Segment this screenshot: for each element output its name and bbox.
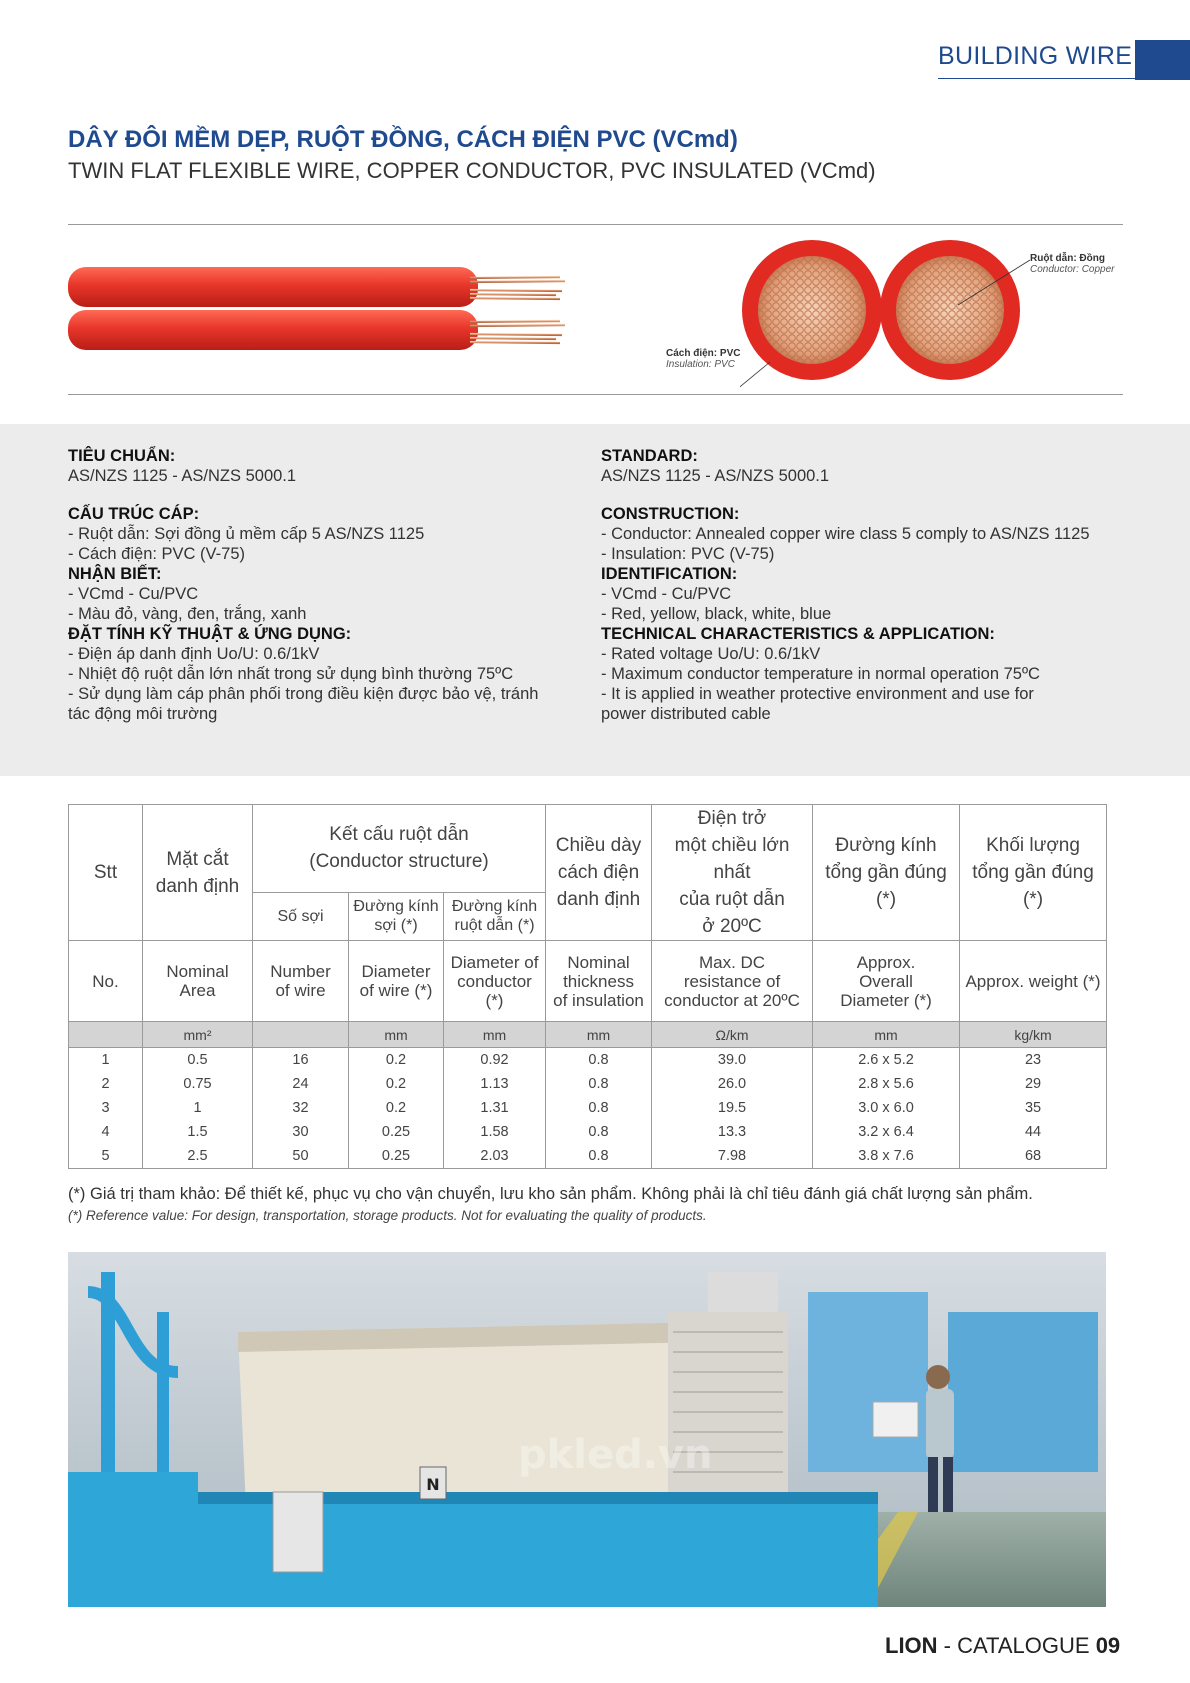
cell-resistance: 19.5 bbox=[652, 1096, 813, 1120]
cell-num-wire: 30 bbox=[253, 1120, 349, 1144]
table-row bbox=[69, 1072, 1107, 1096]
conductor-label-en: Conductor: Copper bbox=[1030, 264, 1115, 275]
construction-line: - Conductor: Annealed copper wire class 5 comply to AS/NZS 1125 bbox=[601, 525, 1090, 543]
unit-cell: mm² bbox=[143, 1022, 253, 1048]
th-insulation-en: Nominal thickness of insulation bbox=[546, 941, 652, 1022]
standard-value-vi: AS/NZS 1125 - AS/NZS 5000.1 bbox=[68, 467, 297, 485]
th-num-wire-vi: Số sợi bbox=[253, 892, 349, 941]
section-accent-block bbox=[1135, 40, 1190, 80]
footer-separator: - bbox=[937, 1633, 958, 1658]
cell-insulation: 0.8 bbox=[546, 1048, 652, 1073]
th-wire-dia-en: Diameter of wire (*) bbox=[349, 941, 444, 1022]
identification-line: - Màu đỏ, vàng, đen, trắng, xanh bbox=[68, 605, 307, 623]
spec-column-en bbox=[601, 446, 1141, 724]
technical-line: - Maximum conductor temperature in normal operation 75ºC bbox=[601, 665, 1040, 683]
technical-line: power distributed cable bbox=[601, 705, 771, 723]
technical-line: - Sử dụng làm cáp phân phối trong điều kiện được bảo vệ, tránh bbox=[68, 685, 539, 703]
cell-wire-dia: 0.2 bbox=[349, 1048, 444, 1073]
technical-line: - Điện áp danh định Uo/U: 0.6/1kV bbox=[68, 645, 320, 663]
standard-value-en: AS/NZS 1125 - AS/NZS 5000.1 bbox=[601, 467, 830, 485]
unit-cell bbox=[253, 1022, 349, 1048]
cell-insulation: 0.8 bbox=[546, 1144, 652, 1169]
th-cond-dia-en: Diameter of conductor (*) bbox=[444, 941, 546, 1022]
table-row bbox=[69, 1144, 1107, 1169]
page-footer bbox=[885, 1633, 1120, 1659]
technical-heading-vi: ĐẶT TÍNH KỸ THUẬT & ỨNG DỤNG: bbox=[68, 625, 352, 643]
th-stt: Stt bbox=[69, 805, 143, 941]
unit-cell: mm bbox=[813, 1022, 960, 1048]
th-resistance-en: Max. DC resistance of conductor at 20ºC bbox=[652, 941, 813, 1022]
footer-catalogue: CATALOGUE bbox=[957, 1633, 1090, 1658]
construction-line: - Cách điện: PVC (V-75) bbox=[68, 545, 245, 563]
cell-overall-dia: 2.8 x 5.6 bbox=[813, 1072, 960, 1096]
cell-cond-dia: 1.31 bbox=[444, 1096, 546, 1120]
cell-no: 1 bbox=[69, 1048, 143, 1073]
cell-overall-dia: 3.8 x 7.6 bbox=[813, 1144, 960, 1169]
table-header-vi bbox=[69, 805, 1107, 893]
unit-cell: mm bbox=[444, 1022, 546, 1048]
product-title-en: TWIN FLAT FLEXIBLE WIRE, COPPER CONDUCTOR, PVC INSULATED (VCmd) bbox=[68, 158, 876, 183]
cell-weight: 68 bbox=[960, 1144, 1107, 1169]
th-structure-vi: Kết cấu ruột dẫn (Conductor structure) bbox=[253, 805, 546, 893]
th-wire-dia-vi: Đường kính sợi (*) bbox=[349, 892, 444, 941]
cell-weight: 35 bbox=[960, 1096, 1107, 1120]
footnote-vi: (*) Giá trị tham khảo: Để thiết kế, phục vụ cho vận chuyển, lưu kho sản phẩm. Không phải là chỉ tiêu đánh giá chất lượng sản phẩm. bbox=[68, 1185, 1033, 1203]
identification-heading-en: IDENTIFICATION: bbox=[601, 565, 738, 583]
cell-wire-dia: 0.2 bbox=[349, 1072, 444, 1096]
section-underline bbox=[938, 78, 1138, 79]
cell-no: 5 bbox=[69, 1144, 143, 1169]
cell-resistance: 39.0 bbox=[652, 1048, 813, 1073]
footnote-en: (*) Reference value: For design, transportation, storage products. Not for evaluating the quality of products. bbox=[68, 1208, 707, 1223]
unit-cell: mm bbox=[546, 1022, 652, 1048]
factory-photo bbox=[68, 1252, 1106, 1607]
divider-top bbox=[68, 224, 1123, 225]
factory-scene-illustration bbox=[68, 1252, 1106, 1607]
construction-line: - Ruột dẫn: Sợi đồng ủ mềm cấp 5 AS/NZS 1125 bbox=[68, 525, 425, 543]
construction-line: - Insulation: PVC (V-75) bbox=[601, 545, 775, 563]
cell-insulation: 0.8 bbox=[546, 1096, 652, 1120]
cell-num-wire: 16 bbox=[253, 1048, 349, 1073]
th-area-vi: Mặt cắt danh định bbox=[143, 805, 253, 941]
cell-insulation: 0.8 bbox=[546, 1072, 652, 1096]
page-number: 09 bbox=[1095, 1633, 1121, 1658]
th-area-en: Nominal Area bbox=[143, 941, 253, 1022]
cell-num-wire: 50 bbox=[253, 1144, 349, 1169]
cell-area: 1.5 bbox=[143, 1120, 253, 1144]
technical-line: tác động môi trường bbox=[68, 705, 218, 723]
insulation-label-vi: Cách điện: PVC bbox=[666, 348, 741, 359]
standard-heading-vi: TIÊU CHUẨN: bbox=[68, 447, 176, 465]
cell-cond-dia: 2.03 bbox=[444, 1144, 546, 1169]
footer-brand: LION bbox=[885, 1633, 938, 1658]
cell-num-wire: 32 bbox=[253, 1096, 349, 1120]
technical-line: - Nhiệt độ ruột dẫn lớn nhất trong sử dụng bình thường 75ºC bbox=[68, 665, 514, 683]
specification-panel bbox=[0, 424, 1190, 776]
cell-weight: 44 bbox=[960, 1120, 1107, 1144]
technical-data-table bbox=[68, 804, 1107, 1169]
th-resistance-vi: Điện trở một chiều lớn nhất của ruột dẫn ở 20ºC bbox=[652, 805, 813, 941]
th-num-wire-en: Number of wire bbox=[253, 941, 349, 1022]
cell-weight: 23 bbox=[960, 1048, 1107, 1073]
unit-cell: Ω/km bbox=[652, 1022, 813, 1048]
cell-no: 4 bbox=[69, 1120, 143, 1144]
cell-overall-dia: 3.2 x 6.4 bbox=[813, 1120, 960, 1144]
cell-cond-dia: 1.58 bbox=[444, 1120, 546, 1144]
th-weight-vi: Khối lượng tổng gần đúng (*) bbox=[960, 805, 1107, 941]
th-no: No. bbox=[69, 941, 143, 1022]
insulation-label-en: Insulation: PVC bbox=[666, 359, 735, 370]
cell-resistance: 7.98 bbox=[652, 1144, 813, 1169]
standard-heading-en: STANDARD: bbox=[601, 447, 698, 465]
cell-area: 0.5 bbox=[143, 1048, 253, 1073]
unit-cell bbox=[69, 1022, 143, 1048]
th-weight-en: Approx. weight (*) bbox=[960, 941, 1107, 1022]
cell-wire-dia: 0.25 bbox=[349, 1144, 444, 1169]
divider-bottom bbox=[68, 394, 1123, 395]
technical-heading-en: TECHNICAL CHARACTERISTICS & APPLICATION: bbox=[601, 625, 995, 643]
table-row bbox=[69, 1120, 1107, 1144]
wire-cross-section-illustration bbox=[740, 230, 1030, 390]
table-units-row bbox=[69, 1022, 1107, 1048]
cell-cond-dia: 0.92 bbox=[444, 1048, 546, 1073]
watermark-text: pkled.vn bbox=[518, 1432, 713, 1478]
cell-insulation: 0.8 bbox=[546, 1120, 652, 1144]
insulation-callout bbox=[666, 348, 740, 370]
table-row bbox=[69, 1048, 1107, 1073]
conductor-callout bbox=[1030, 253, 1115, 275]
th-cond-dia-vi: Đường kính ruột dẫn (*) bbox=[444, 892, 546, 941]
construction-heading-vi: CẤU TRÚC CÁP: bbox=[68, 505, 200, 523]
cell-wire-dia: 0.25 bbox=[349, 1120, 444, 1144]
technical-line: - It is applied in weather protective environment and use for bbox=[601, 685, 1034, 703]
th-overall-dia-en: Approx. Overall Diameter (*) bbox=[813, 941, 960, 1022]
cell-overall-dia: 2.6 x 5.2 bbox=[813, 1048, 960, 1073]
cell-resistance: 26.0 bbox=[652, 1072, 813, 1096]
cell-area: 1 bbox=[143, 1096, 253, 1120]
technical-line: - Rated voltage Uo/U: 0.6/1kV bbox=[601, 645, 821, 663]
svg-text:N: N bbox=[426, 1475, 440, 1494]
cell-no: 2 bbox=[69, 1072, 143, 1096]
identification-line: - VCmd - Cu/PVC bbox=[601, 585, 732, 603]
cell-wire-dia: 0.2 bbox=[349, 1096, 444, 1120]
unit-cell: mm bbox=[349, 1022, 444, 1048]
identification-line: - Red, yellow, black, white, blue bbox=[601, 605, 832, 623]
cell-area: 2.5 bbox=[143, 1144, 253, 1169]
cell-overall-dia: 3.0 x 6.0 bbox=[813, 1096, 960, 1120]
cell-area: 0.75 bbox=[143, 1072, 253, 1096]
table-header-en bbox=[69, 941, 1107, 1022]
cell-weight: 29 bbox=[960, 1072, 1107, 1096]
construction-heading-en: CONSTRUCTION: bbox=[601, 505, 740, 523]
identification-line: - VCmd - Cu/PVC bbox=[68, 585, 199, 603]
th-overall-dia-vi: Đường kính tổng gần đúng (*) bbox=[813, 805, 960, 941]
table-row bbox=[69, 1096, 1107, 1120]
cell-resistance: 13.3 bbox=[652, 1120, 813, 1144]
identification-heading-vi: NHẬN BIẾT: bbox=[68, 565, 162, 583]
wire-side-illustration bbox=[60, 250, 580, 360]
cell-num-wire: 24 bbox=[253, 1072, 349, 1096]
th-insulation-vi: Chiều dày cách điện danh định bbox=[546, 805, 652, 941]
spec-column-vi bbox=[68, 446, 588, 724]
cell-cond-dia: 1.13 bbox=[444, 1072, 546, 1096]
section-title: BUILDING WIRE bbox=[938, 42, 1133, 70]
cell-no: 3 bbox=[69, 1096, 143, 1120]
product-title-vi: DÂY ĐÔI MỀM DẸP, RUỘT ĐỒNG, CÁCH ĐIỆN PVC (VCmd) bbox=[68, 126, 738, 153]
unit-cell: kg/km bbox=[960, 1022, 1107, 1048]
conductor-label-vi: Ruột dẫn: Đồng bbox=[1030, 253, 1105, 264]
